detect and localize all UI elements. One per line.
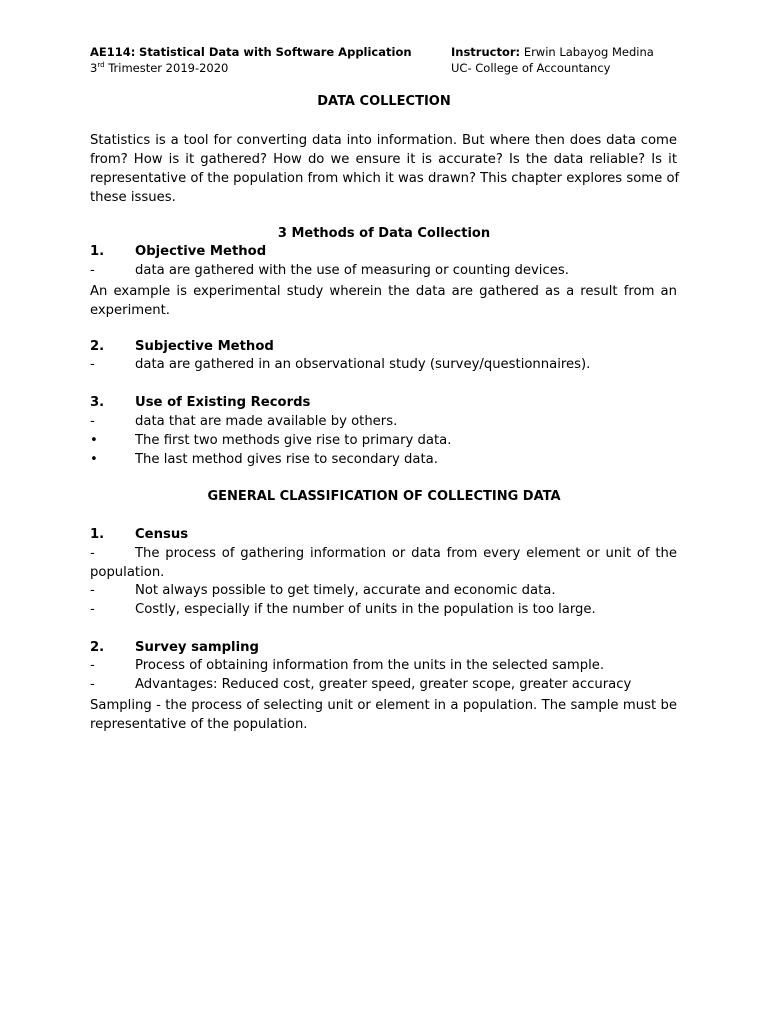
intro-paragraph <box>90 131 680 207</box>
census-dash-1: - <box>90 546 95 561</box>
course-code: AE114: <box>90 45 136 59</box>
sampling-dash-2: - <box>90 677 95 692</box>
page-title: DATA COLLECTION <box>317 94 451 109</box>
method-3-bullet-1-mark: • <box>90 433 98 448</box>
course-line <box>90 45 412 59</box>
classification-heading: GENERAL CLASSIFICATION OF COLLECTING DATA <box>207 489 561 504</box>
college-name: UC- College of Accountancy <box>451 61 611 75</box>
method-2-number: 2. <box>90 339 105 354</box>
instructor-label: Instructor: <box>451 45 521 59</box>
instructor-line <box>451 45 654 59</box>
sampling-item-2: Advantages: Reduced cost, greater speed, greater scope, greater accuracy <box>135 677 632 692</box>
sampling-number: 2. <box>90 640 105 655</box>
method-2-item: data are gathered in an observational study (survey/questionnaires). <box>135 357 591 372</box>
census-dash-2: - <box>90 583 95 598</box>
intro-line-2: from? How is it gathered? How do we ensure it is accurate? Is the data reliable? Is it <box>90 152 677 167</box>
sampling-note-line-1: Sampling - the process of selecting unit or element in a population. The sample must be <box>90 698 677 713</box>
sampling-note <box>90 696 677 734</box>
method-1-heading: Objective Method <box>135 244 267 259</box>
method-3-item: data that are made available by others. <box>135 414 398 429</box>
method-1-number: 1. <box>90 244 105 259</box>
sampling-heading: Survey sampling <box>135 640 259 655</box>
sampling-item-1: Process of obtaining information from the units in the selected sample. <box>135 658 605 673</box>
term-ordinal: 3 <box>90 61 98 75</box>
course-title: Statistical Data with Software Application <box>139 45 412 59</box>
census-item-1-line-1: The process of gathering information or data from every element or unit of the <box>135 546 677 561</box>
methods-heading: 3 Methods of Data Collection <box>277 226 491 241</box>
sampling-note-line-2: representative of the population. <box>90 717 308 732</box>
census-item-2: Not always possible to get timely, accurate and economic data. <box>135 583 556 598</box>
method-3-bullet-1: The first two methods give rise to primary data. <box>135 433 452 448</box>
census-number: 1. <box>90 527 105 542</box>
term-line <box>90 61 228 75</box>
method-3-bullet-2: The last method gives rise to secondary data. <box>135 452 438 467</box>
term-suffix: rd <box>97 61 105 70</box>
method-2-dash: - <box>90 357 95 372</box>
method-3-dash: - <box>90 414 95 429</box>
census-dash-3: - <box>90 602 95 617</box>
sampling-dash-1: - <box>90 658 95 673</box>
method-1-note-line-1: An example is experimental study wherein the data are gathered as a result from an <box>90 284 677 299</box>
intro-line-3: representative of the population from which it was drawn? This chapter explores some of <box>90 171 680 186</box>
method-3-heading: Use of Existing Records <box>135 395 311 410</box>
method-1-dash: - <box>90 263 95 278</box>
method-3-bullet-2-mark: • <box>90 452 98 467</box>
census-item-1-line-2: population. <box>90 565 165 580</box>
census-item-3: Costly, especially if the number of units in the population is too large. <box>135 602 596 617</box>
intro-line-4: these issues. <box>90 190 176 205</box>
instructor-name: Erwin Labayog Medina <box>523 45 654 59</box>
method-1-note <box>90 282 677 320</box>
census-heading: Census <box>135 527 189 542</box>
term-rest: Trimester 2019-2020 <box>108 61 229 75</box>
method-1-item: data are gathered with the use of measuring or counting devices. <box>135 263 569 278</box>
method-2-heading: Subjective Method <box>135 339 274 354</box>
intro-line-1: Statistics is a tool for converting data into information. But where then does data come <box>90 133 677 148</box>
method-1-note-line-2: experiment. <box>90 303 170 318</box>
method-3-number: 3. <box>90 395 105 410</box>
